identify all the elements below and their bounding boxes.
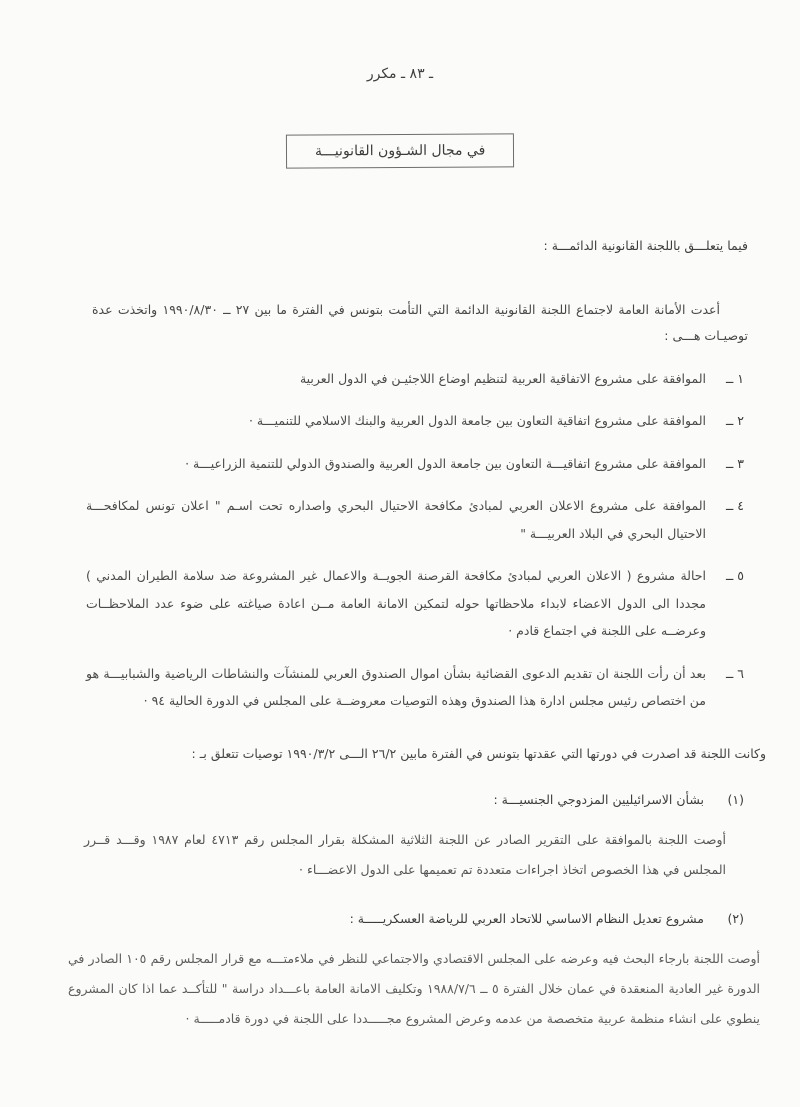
list-item xyxy=(86,660,744,715)
list-item-text: الموافقة على مشروع اتفاقية التعاون بين جامعة الدول العربية والبنك الاسلامي للتنميـــة · xyxy=(248,413,706,428)
list-item-number: ١ ــ xyxy=(725,370,744,386)
section-title: بشأن الاسرائيليين المزدوجي الجنسيـــة : xyxy=(493,791,704,807)
recommendation-list xyxy=(86,365,744,715)
list-item-number: ٢ ــ xyxy=(725,413,744,428)
list-item-text: الموافقة على مشروع الاتفاقية العربية لتنظيم اوضاع اللاجئيـن في الدول العربية xyxy=(299,370,706,386)
list-item xyxy=(86,492,744,547)
section-marker: (٢) xyxy=(727,910,744,926)
list-item-text: الموافقة على مشروع اتفاقيـــة التعاون بين جامعة الدول العربية والصندوق الدولي للتنمية الزراعيـــة · xyxy=(185,455,706,471)
opening-paragraph: أعدت الأمانة العامة لاجتماع اللجنة القانونية الدائمة التي التأمت بتونس في الفترة ما بين ٢٧ ــ ١٩٩٠/٨/٣٠ واتخذت عدة توصيـات هـــى : xyxy=(92,302,748,344)
section-title: مشروع تعديل النظام الاساسي للاتحاد العربي للرياضة العسكريـــــة : xyxy=(349,910,704,926)
list-item xyxy=(86,365,744,393)
section-body: أوصت اللجنة بارجاء البحث فيه وعرضه على المجلس الاقتصادي والاجتماعي للنظر في ملاءمتـــه مع قرار المجلس رقم ١٠٥ الصادر في الدورة غير العادية المنعقدة في عمان خلال الفترة ٥ ــ ١٩٨٨/٧/٦ وتكليف الامانة العامة باعـــداد دراسة " للتأكــد عما اذا كان المشروع ينطوي على انشاء منظمة عربية متخصصة من عدمه وعرض المشروع مجـــــددا على اللجنة في دورة قادمـــــة · xyxy=(68,950,760,1026)
closing-paragraph: وكانت اللجنة قد اصدرت في دورتها التي عقدتها بتونس في الفترة مابين ٢٦/٢ الـــى ١٩٩٠/٣/٢ توصيات تتعلق بـ : xyxy=(191,745,766,761)
list-item-text: الموافقة على مشروع الاعلان العربي لمبادئ مكافحة الاحتيال البحري واصداره تحت اسـم " اعلان تونس لمكافحـــة الاحتيال البحري في البلاد العربيـــة " xyxy=(86,498,706,541)
boxed-title-wrap xyxy=(0,134,800,168)
list-item-number: ٤ ــ xyxy=(725,498,744,513)
list-item-number: ٥ ــ xyxy=(725,568,744,583)
section-heading xyxy=(64,911,744,926)
list-item-number: ٣ ــ xyxy=(725,455,744,471)
section-body: أوصت اللجنة بالموافقة على التقرير الصادر عن اللجنة الثلاثية المشكلة بقرار المجلس رقم ٤٧١٣ لعام ١٩٨٧ وقـــد قــرر المجلس في هذا الخصوص اتخاذ اجراءات متعددة تم تعميمها على الدول الاعضـــاء · xyxy=(84,831,726,877)
list-item xyxy=(86,450,744,478)
list-item xyxy=(86,407,744,435)
section-marker: (١) xyxy=(727,791,744,807)
intro-line: فيما يتعلـــق باللجنة القانونية الدائمـــة : xyxy=(543,238,748,253)
section-boxed-title: في مجال الشـؤون القانونيـــة xyxy=(286,133,514,168)
list-item xyxy=(86,562,744,645)
list-item-text: بعد أن رأت اللجنة ان تقديم الدعوى القضائية بشأن اموال الصندوق العربي للمنشآت والنشاطات الرياضية والشبابيـــة هو من اختصاص رئيس مجلس ادارة هذا الصندوق وهذه التوصيات معروضــة على المجلس في الدورة الحالية ٩٤ · xyxy=(86,665,706,708)
numbered-section-1 xyxy=(64,792,744,885)
numbered-section-2 xyxy=(64,910,760,1034)
section-heading xyxy=(64,792,744,807)
page-number: ـ ٨٣ ـ مكرر xyxy=(366,66,434,82)
list-item-number: ٦ ــ xyxy=(725,665,744,681)
list-item-text: احالة مشروع ( الاعلان العربي لمبادئ مكافحة القرصنة الجويــة والاعمال غير المشروعة ضد سلامة الطيران المدني ) مجددا الى الدول الاعضاء لابداء ملاحظاتها حوله لتمكين الامانة العامة مــن اعادة صياغته على ضوء عدد الملاحظــات وعرضــه على اللجنة في اجتماع قادم · xyxy=(86,568,706,638)
